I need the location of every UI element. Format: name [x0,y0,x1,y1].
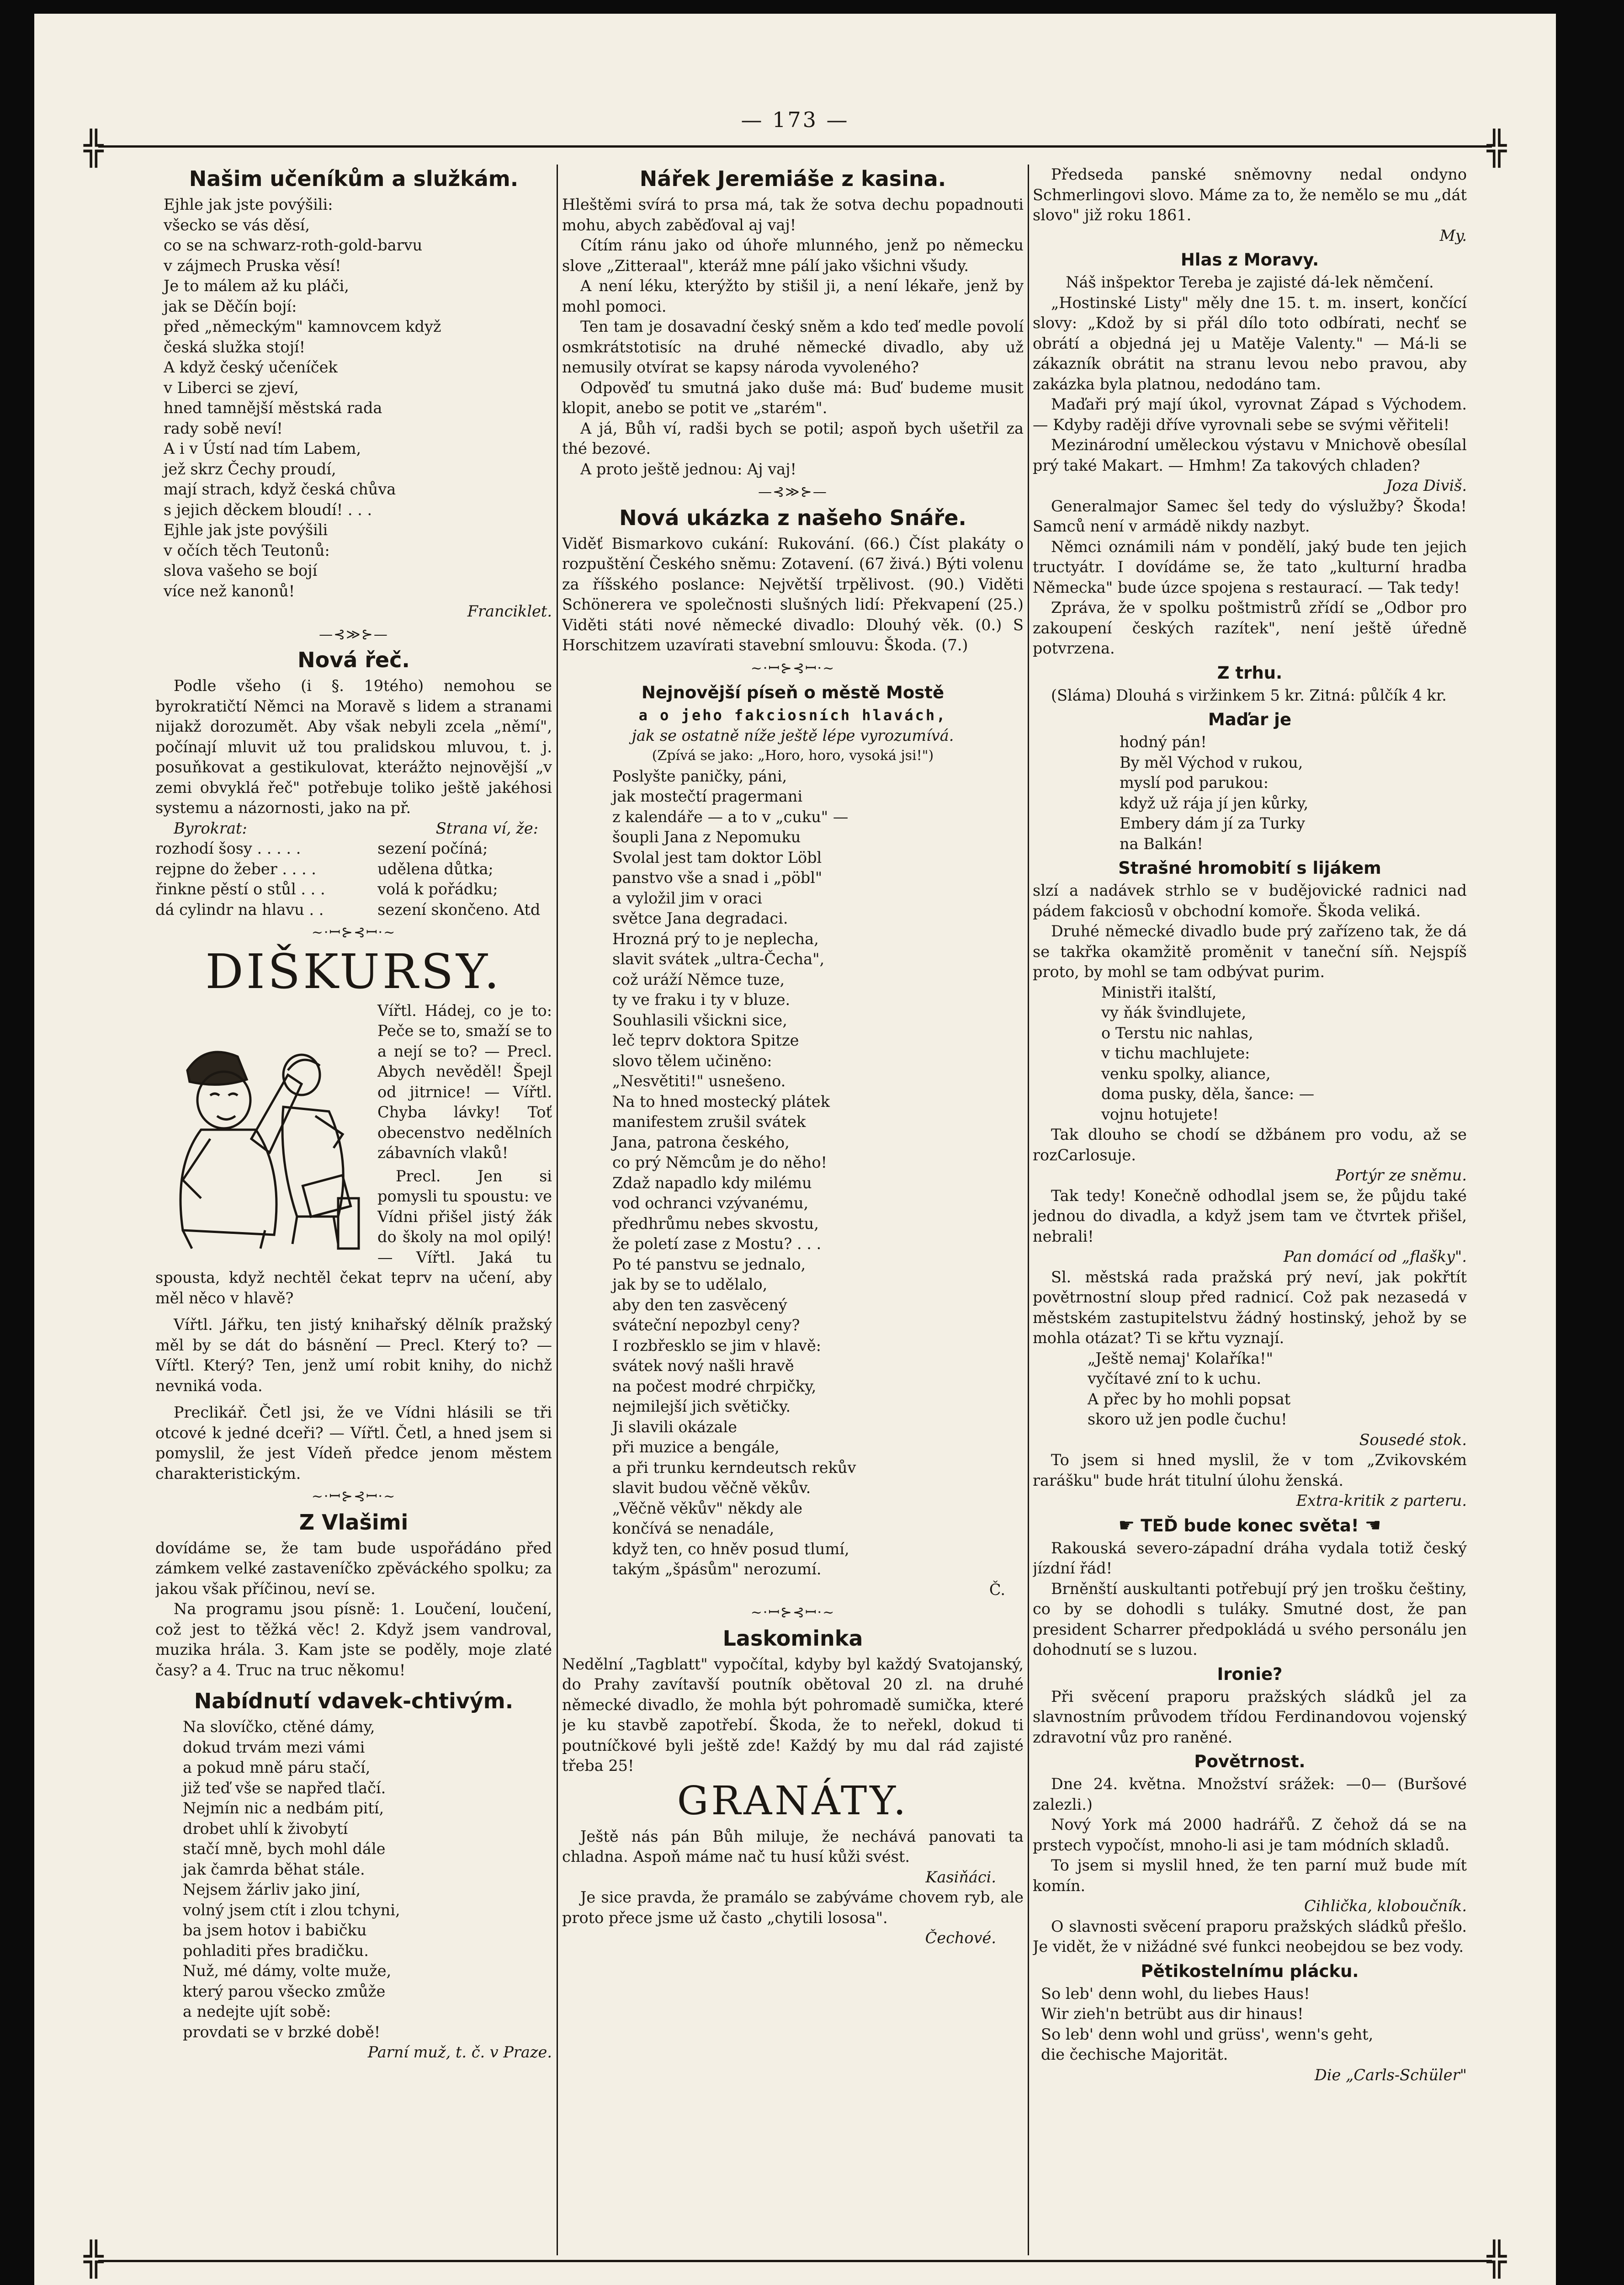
bottom-border-rule [98,2260,1492,2262]
table-cell: řinkne pěstí o stůl . . . [155,880,325,898]
article-paragraph: O slavnosti svěcení praporu pražských sládků přešlo. Je vidět, že v nižádné své funkci neobejdou se bez vody. [1033,1917,1467,1956]
article-title: Povětrnost. [1194,1752,1306,1771]
article-title: Laskominka [722,1626,863,1651]
signature: Franciklet. [467,602,552,620]
corner-ornament-top-right: ╬ [1486,129,1507,167]
article-paragraph: A není léku, kterýžto by stišil ji, a není lékaře, jenž by mohl pomoci. [562,277,1024,315]
signature: Portýr ze sněmu. [1335,1166,1467,1184]
signature: Čechové. [925,1929,996,1947]
article-subtitle: jak se ostatně níže ještě lépe vyrozumívá. [632,726,954,744]
article-paragraph: Mezinárodní uměleckou výstavu v Mnichově obesílal prý také Makart. — Hmhm! Za takových chladen? [1033,436,1467,474]
column-2 [562,165,1024,2251]
dialogue-paragraph: Vířtl. Jářku, ten jistý knihařský dělník pražský měl by se dát do básnění — Precl. Který to? — Vířtl. Který? Ten, jenž umí robit knihy, do nichž nevniká voda. [155,1316,552,1395]
article-paragraph: A já, Bůh ví, radši bych se potil; aspoň bych ušetřil za thé bezové. [562,419,1024,457]
article-paragraph: Rakouská severo-západní dráha vydala totiž český jízdní řád! [1033,1539,1467,1577]
poem-text: So leb' denn wohl, du liebes Haus! Wir zieh'n betrübt aus dir hinaus! So leb' denn wohl und grüss', wenn's geht, die čechische Majorität. [1041,1984,1374,2063]
signature: Joza Diviš. [1386,477,1467,494]
article-title: Nová ukázka z našeho Snáře. [619,505,966,530]
signature: Die „Carls-Schüler" [1314,2066,1467,2084]
article-paragraph: slzí a nadávek strhlo se v budějovické radnici nad pádem fakciosů v obchodní komoře. Škoda veliká. [1033,882,1467,920]
article-paragraph: Tak tedy! Konečně odhodlal jsem se, že půjdu také jednou do divadla, a když jsem tam ve čtvrtek přišel, nebrali! [1033,1186,1467,1245]
signature: My. [1439,226,1467,244]
caricature-illustration [155,1002,370,1258]
table-row [155,879,552,900]
top-border-rule [98,145,1492,148]
ornament-divider: —⊰≫⊱— [758,484,828,500]
article-paragraph: Dne 24. května. Množství srážek: —0— (Buršové zalezli.) [1033,1775,1467,1813]
tune-note: (Zpívá se jako: „Horo, horo, vysoká jsi!") [652,748,934,764]
table-cell: sezení skončeno. Atd [377,900,541,919]
table-row [155,859,552,880]
article-title: Hlas z Moravy. [1180,250,1319,270]
article-paragraph: Brněnští auskultanti potřebují prý jen trošku češtiny, co by se dohodli s tuláky. Smutné dost, že pan president Scharrer předpokládá u svého personálu jen dohodnutí se s luzou. [1033,1579,1467,1658]
article-paragraph: Tak dlouho se chodí se džbánem pro vodu, až se rozCarlosuje. [1033,1126,1467,1164]
article-paragraph: To jsem si myslil hned, že ten parní muž bude mít komín. [1033,1856,1467,1895]
poem-text: Na slovíčko, ctěné dámy, dokud trvám mezi vámi a pokud mně páru stačí, již teď vše se napřed tlačí. Nejmín nic a nedbám pití, drobet uhlí k živobytí stačí mně, bych mohl dále jak čamrda běhat stále. Nejsem žárliv jako jiní, volný jsem ctít i zlou tchyni, ba jsem hotov i babičku pohladiti přes bradičku. Nuž, mé dámy, volte muže, který parou všecko zmůže a nedejte ujít sobě: provdati se v brzké době! [183,1718,400,2041]
article-paragraph: dovídáme se, že tam bude uspořádáno před zámkem velké zastaveníčko zpěváckého spolku; za jakou však příčinou, neví se. [155,1539,552,1598]
signature: Kasiňáci. [925,1868,996,1886]
dialogue-paragraph: Vířtl. Hádej, co je to: Peče se to, smaží se to a nejí se to? — Precl. Abych nevěděl! Špejl od jitrnice! — Vířtl. Chyba lávky! Toť obecenstvo nedělních zábavních vlaků! [377,1001,552,1162]
article-paragraph: Je sice pravda, že pramálo se zabýváme chovem ryb, ale proto přece jsme už často „chytili lososa". [562,1888,1024,1927]
article-title: Nabídnutí vdavek-chtivým. [194,1689,514,1713]
article-paragraph: Ještě nás pán Bůh miluje, že nechává panovati ta chladna. Aspoň máme nač tu husí kůži svést. [562,1827,1024,1865]
article-title: Pětikostelnímu plácku. [1141,1961,1359,1981]
page-number: — 173 — [741,107,849,132]
article-paragraph: „Hostinské Listy" měly dne 15. t. m. insert, končící slovy: „Kdož by si přál dílo toto odbírati, nechť se obrátí a objedná jej u Matěje Valenty." — Má-li se zákazník obrátit na stranu levou nebo pravou, aby zakázka byla platnou, nedodáno tam. [1033,293,1467,393]
signature: Č. [989,1580,1005,1599]
table-cell: udělena důtka; [377,860,494,878]
poem-text: hodný pán! By měl Východ v rukou, myslí pod parukou: když už rája jí jen kůrky, Embery dám jí za Turky na Balkán! [1120,733,1309,853]
table-row [155,839,552,859]
article-paragraph: Náš inšpektor Tereba je zajisté dá-lek němčení. [1066,273,1434,291]
pointing-hand-icon: ☛ [1118,1514,1135,1536]
article-title: Ironie? [1217,1664,1283,1684]
article-paragraph: Druhé německé divadlo bude prý zařízeno tak, že dá se takřka okamžitě proměnit v taneční síň. Nejspíš proto, by mohl se tam odbývat purim. [1033,922,1467,981]
gesture-table [155,839,552,920]
article-paragraph: Zpráva, že v spolku poštmistrů zřídí se „Odbor pro zakoupení českých razítek", není ještě úředně potvrzena. [1033,599,1467,657]
section-title: DIŠKURSY. [205,943,502,999]
dialogue-paragraph: Precl. Jen si pomysli tu spoustu: ve Vídni přišel jistý žák do školy na mol opilý! — Vířtl. Jaká tu spousta, když nechtěl čekat teprv na učení, aby měl něco v hlavě? [155,1167,552,1307]
dialogue-paragraph: Preclikář. Četl jsi, že ve Vídni hlásili se tři otcové k jedné dceři? — Vířtl. Četl, a hned jsem si pomyslil, že jest Vídeň předce jenom městem charakteristickým. [155,1403,552,1483]
table-cell: sezení počíná; [377,840,488,857]
article-title: Z Vlašimi [299,1509,409,1535]
article-paragraph: Nedělní „Tagblatt" vypočítal, kdyby byl každý Svatojanský, do Prahy zavítavší poutník obětoval 20 zl. na druhé německé divadlo, že mohla být pohromadě sumička, které je ku stavbě zapotřebí. Škoda, že to neřekl, dokud ti poutníčkové byli ještě zde! Každý by mu dal rád zajisté třeba 25! [562,1655,1024,1775]
article-paragraph: Cítím ránu jako od úhoře mlunného, jenž po německu slove „Zitteraal", kteráž mne pálí jako všichni všudy. [562,236,1024,275]
article-title: Nejnovější píseň o městě Mostě [641,683,945,702]
ornament-divider: ~·ꟷ⊱⊰ꟷ·~ [750,1605,835,1621]
column-divider-2 [1028,165,1029,2255]
table-row [155,900,552,920]
article-title: Nářek Jeremiáše z kasina. [639,166,946,191]
column-1 [155,165,552,2251]
article-title [1033,1515,1467,1536]
article-paragraph: Odpověď tu smutná jako duše má: Buď budeme musit klopit, anebo se potit ve „starém". [562,378,1024,417]
signature: Extra-kritik z parteru. [1296,1492,1467,1509]
table-cell: dá cylindr na hlavu . . [155,900,324,919]
corner-ornament-bottom-left: ╬ [84,2240,104,2278]
article-paragraph: Maďaři prý mají úkol, vyrovnat Západ s Východem. — Kdyby raději dříve vyrovnali sebe se svými věřiteli! [1033,395,1467,434]
article-paragraph: Generalmajor Samec šel tedy do výslužby? Škoda! Samců není v armádě nikdy nazbyt. [1033,497,1467,535]
corner-ornament-bottom-right: ╬ [1486,2240,1507,2278]
article-paragraph: (Sláma) Dlouhá s viržinkem 5 kr. Zitná: půlčík 4 kr. [1051,686,1447,704]
corner-ornament-top-left: ╬ [84,129,104,167]
article-paragraph: Sl. městská rada pražská prý neví, jak pokřtít povětrnostní sloup před radnicí. Což pak nezasedá v městském zastupitelstvu žádný hostinský, jehož by se mohla otázat? Ti se křtu vyznají. [1033,1268,1467,1347]
ornament-divider: ~·ꟷ⊱⊰ꟷ·~ [311,1488,396,1504]
table-cell: rejpne do žeber . . . . [155,860,316,878]
signature: Pan domácí od „flašky". [1283,1248,1467,1265]
article-paragraph: Hleštěmi svírá to prsa má, tak že sotva dechu popadnouti mohu, abych zaběďoval aj vaj! [562,196,1024,234]
article-paragraph: Viděť Bismarkovo cukání: Rukování. (66.) Číst plakáty o rozpuštění Českého sněmu: Zotavení. (67 živá.) Býti volenu za říšského poslance: Největší trpělivost. (90.) Viděti Schönerera ve společnosti slušných lidí: Překvapení (25.) Viděti státi nové německé divadlo: Dlouhý věk. (0.) S Horschitzem uzavírati stavební smlouvu: Škoda. (7.) [562,534,1024,654]
column-3 [1033,165,1467,2251]
article-paragraph: Ten tam je dosavadní český sněm a kdo teď medle povolí osmkrátstotisíc na druhé německé divadlo, aby už nemusily otvírat se kapsy národa vyvoleného? [562,318,1024,376]
newspaper-page [34,14,1556,2285]
poem-text: „Ještě nemaj' Kolaříka!" vyčítavé zní to k uchu. A přec by ho mohli popsat skoro už jen podle čuchu! [1088,1349,1291,1428]
article-subtitle: a o jeho fakciosních hlavách, [638,707,947,724]
article-paragraph: Nový York má 2000 hadrářů. Z čehož dá se na prstech vypočíst, mnoho-li asi je tam módních skladů. [1033,1816,1467,1854]
signature: Sousedé stok. [1359,1430,1467,1449]
article-paragraph: Předseda panské sněmovny nedal ondyno Schmerlingovi slovo. Máme za to, že nemělo se mu „dát slovo" již roku 1861. [1033,165,1467,224]
table-header-right: Strana ví, že: [435,819,538,837]
table-cell: rozhodí šosy . . . . . [155,840,301,857]
article-title: Nová řeč. [297,648,410,672]
table-header [155,818,552,839]
article-title: Strašné hromobití s lijákem [1118,858,1381,878]
article-paragraph: A proto ještě jednou: Aj vaj! [580,460,796,478]
table-header-left: Byrokrat: [174,819,247,837]
column-divider-1 [557,165,558,2255]
poem-text: Ministři italští, vy ňák švindlujete, o Terstu nic nahlas, v tichu machlujete: venku spolky, aliance, doma pusky, děla, šance: — vojnu hotujete! [1101,983,1315,1123]
article-title: Z trhu. [1217,663,1283,683]
article-paragraph: To jsem si hned myslil, že v tom „Zvikovském rarášku" bude hrát titulní úlohu ženská. [1033,1451,1467,1489]
ornament-divider: ~·ꟷ⊱⊰ꟷ·~ [750,660,835,676]
section-title: GRANÁTY. [677,1778,909,1824]
article-paragraph: Při svěcení praporu pražských sládků jel za slavnostním průvodem třídou Ferdinandovou vojenský zdravotní vůz pro raněné. [1033,1687,1467,1746]
signature: Parní muž, t. č. v Praze. [367,2043,552,2061]
poem-text: Ejhle jak jste povýšili: všecko se vás děsí, co se na schwarz-roth-gold-barvu v zájmech Pruska věsí! Je to málem až ku pláči, jak se Děčín bojí: před „německým" kamnovcem když česká služka stojí! A když český učeníček v Liberci se zjeví, hned tamnější městská rada rady sobě neví! A i v Ústí nad tím Labem, jež skrz Čechy proudí, mají strach, když česká chůva s jejich děckem bloudí! . . . Ejhle jak jste povýšili v očích těch Teutonů: slova vašeho se bojí více než kanonů! [164,196,441,600]
article-title-text: TEĎ bude konec světa! [1141,1515,1359,1536]
article-paragraph: Němci oznámili nám v pondělí, jaký bude ten jejich tructyátr. I dovídáme se, že tato „kulturní hradba Německa" bude úzce spojena s restaurací. — Tak tedy! [1033,537,1467,596]
ornament-divider: —⊰≫⊱— [319,626,388,643]
article-title: Našim učeníkům a služkám. [189,166,519,191]
article-paragraph: Podle všeho (i §. 19tého) nemohou se byrokratičtí Němci na Moravě s lidem a stranami nijakž dorozumět. Aby však nebyli zcela „němí", počínají mluvit už tou pralidskou mluvou, t. j. posuňkovat a gestikulovat, kterážto nejnovější „v zemi obvyklá řeč" potřebuje toliko ještě jakéhosi systemu a názornosti, jako na př. [155,677,552,817]
table-cell: volá k pořádku; [377,880,498,898]
poem-text: Poslyšte paničky, páni, jak mostečtí pragermani z kalendáře — a to v „cuku" — šoupli Jana z Nepomuku Svolal jest tam doktor Löbl panstvo vše a snad i „pöbl" a vyložil jim v oraci světce Jana degradaci. Hrozná prý to je neplecha, slavit svátek „ultra-Čecha", což uráží Němce tuze, ty ve fraku i ty v bluze. Souhlasili všickni sice, leč teprv doktora Spitze slovo tělem učiněno: „Nesvětiti!" usnešeno. Na to hned mostecký plátek manifestem zrušil svátek Jana, patrona českého, co prý Němcům je do něho! Zdaž napadlo kdy milému vod ochranci vzývanému, předhrůmu nebes skvostu, že poletí zase z Mostu? . . . Po té panstvu se jednalo, jak by se to udělalo, aby den ten zasvěcený sváteční nepozbyl ceny? I rozbřesklo se jim v hlavě: svátek nový našli hravě na počest modré chrpičky, nejmilejší jich světičky. Ji slavili okázale při muzice a bengále, a při trunku kerndeutsch rekův slavit budou věčně věkův. „Věčně věkův" někdy ale končívá se nenadále, když ten, co hněv posud tlumí, takým „špásům" nerozumí. [612,767,856,1578]
pointing-hand-icon: ☚ [1364,1514,1381,1536]
signature: Cihlička, kloboučník. [1304,1897,1467,1915]
article-paragraph: Na programu jsou písně: 1. Loučení, loučení, což jest to těžká věc! 2. Když jsem vandroval, muzika hrála. 3. Kam jste se poděly, moje zlaté časy? a 4. Truc na truc někomu! [155,1600,552,1679]
article-title: Maďar je [1208,710,1292,729]
ornament-divider: ~·ꟷ⊱⊰ꟷ·~ [311,925,396,941]
